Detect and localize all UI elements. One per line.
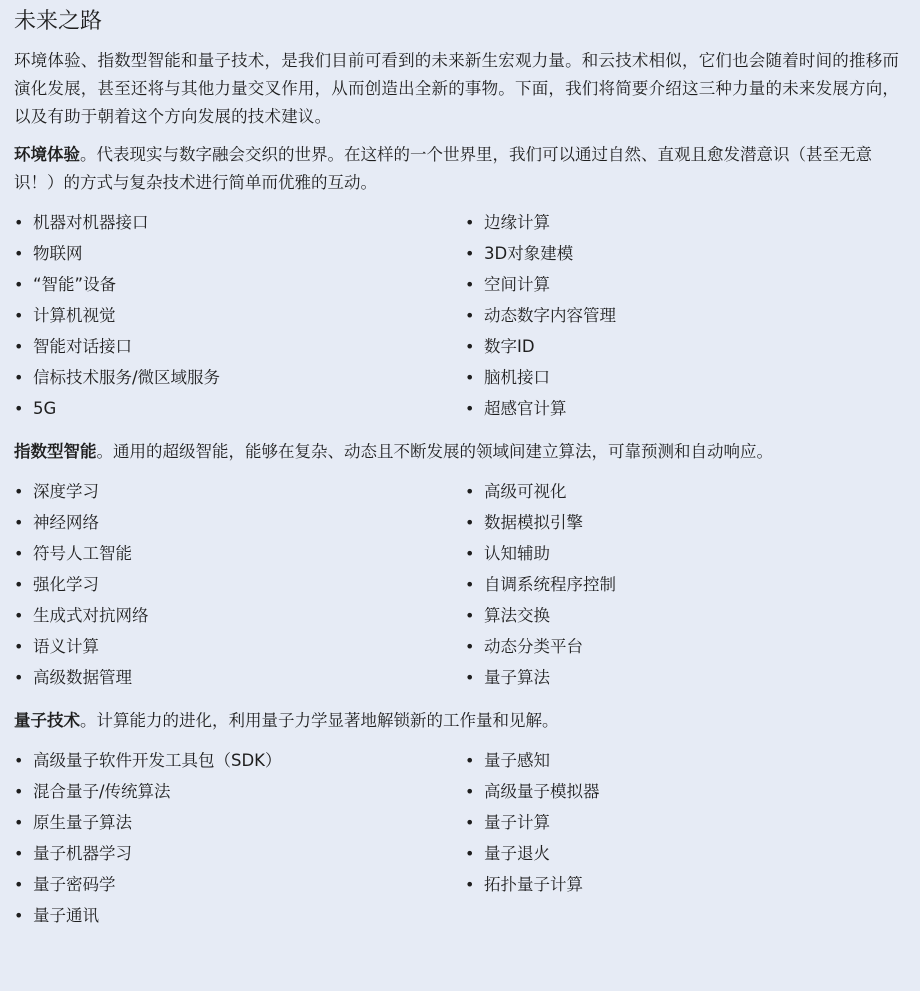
section-heading-term: 指数型智能 [14,442,97,461]
list-item: • 量子计算 [465,807,906,838]
list-item: • 数字ID [465,331,906,362]
list-item: • 深度学习 [14,476,465,507]
section-heading [14,141,906,197]
list-item: • 计算机视觉 [14,300,465,331]
list-item: • 动态分类平台 [465,631,906,662]
list-item: • “智能”设备 [14,269,465,300]
list-item: • 量子算法 [465,662,906,693]
section-description: 。通用的超级智能，能够在复杂、动态且不断发展的领域间建立算法，可靠预测和自动响应。 [96,442,773,461]
bullet-column-right [465,476,906,693]
list-item: • 量子通讯 [14,900,465,931]
bullet-column-right [465,207,906,424]
bullet-column-left [14,745,465,931]
bullet-column-right [465,745,906,931]
bullet-columns [14,207,906,424]
bullet-columns [14,745,906,931]
section-ambient-experience [14,141,906,424]
list-item: • 拓扑量子计算 [465,869,906,900]
list-item: • 认知辅助 [465,538,906,569]
list-item: • 空间计算 [465,269,906,300]
list-item: • 5G [14,393,465,424]
list-item: • 神经网络 [14,507,465,538]
list-item: • 混合量子/传统算法 [14,776,465,807]
intro-paragraph: 环境体验、指数型智能和量子技术，是我们目前可看到的未来新生宏观力量。和云技术相似，它们也会随着时间的推移而演化发展，甚至还将与其他力量交叉作用，从而创造出全新的事物。下面，我们将简要介绍这三种力量的未来发展方向，以及有助于朝着这个方向发展的技术建议。 [14,51,900,126]
section-heading-term: 量子技术 [14,711,80,730]
list-item: • 动态数字内容管理 [465,300,906,331]
bullet-column-left [14,476,465,693]
bullet-columns [14,476,906,693]
list-item: • 边缘计算 [465,207,906,238]
list-item: • 高级数据管理 [14,662,465,693]
list-item: • 符号人工智能 [14,538,465,569]
list-item: • 脑机接口 [465,362,906,393]
list-item: • 智能对话接口 [14,331,465,362]
list-item: • 量子密码学 [14,869,465,900]
list-item: • 原生量子算法 [14,807,465,838]
page-title: 未来之路 [14,9,103,34]
list-item: • 物联网 [14,238,465,269]
list-item: • 强化学习 [14,569,465,600]
bullet-column-left [14,207,465,424]
list-item: • 算法交换 [465,600,906,631]
list-item: • 3D对象建模 [465,238,906,269]
section-description: 。计算能力的进化，利用量子力学显著地解锁新的工作量和见解。 [80,711,559,730]
list-item: • 高级量子软件开发工具包（SDK） [14,745,465,776]
section-heading-term: 环境体验 [14,145,80,164]
section-description: 。代表现实与数字融会交织的世界。在这样的一个世界里，我们可以通过自然、直观且愈发潜意识（甚至无意识！）的方式与复杂技术进行简单而优雅的互动。 [14,145,872,192]
list-item: • 机器对机器接口 [14,207,465,238]
list-item: • 超感官计算 [465,393,906,424]
section-heading [14,707,906,735]
section-heading [14,438,906,466]
section-quantum-technology [14,707,906,931]
list-item: • 信标技术服务/微区域服务 [14,362,465,393]
list-item: • 数据模拟引擎 [465,507,906,538]
list-item: • 高级量子模拟器 [465,776,906,807]
list-item: • 量子退火 [465,838,906,869]
list-item: • 量子机器学习 [14,838,465,869]
list-item: • 生成式对抗网络 [14,600,465,631]
list-item: • 高级可视化 [465,476,906,507]
list-item: • 自调系统程序控制 [465,569,906,600]
list-item: • 量子感知 [465,745,906,776]
section-exponential-intelligence [14,438,906,693]
list-item: • 语义计算 [14,631,465,662]
